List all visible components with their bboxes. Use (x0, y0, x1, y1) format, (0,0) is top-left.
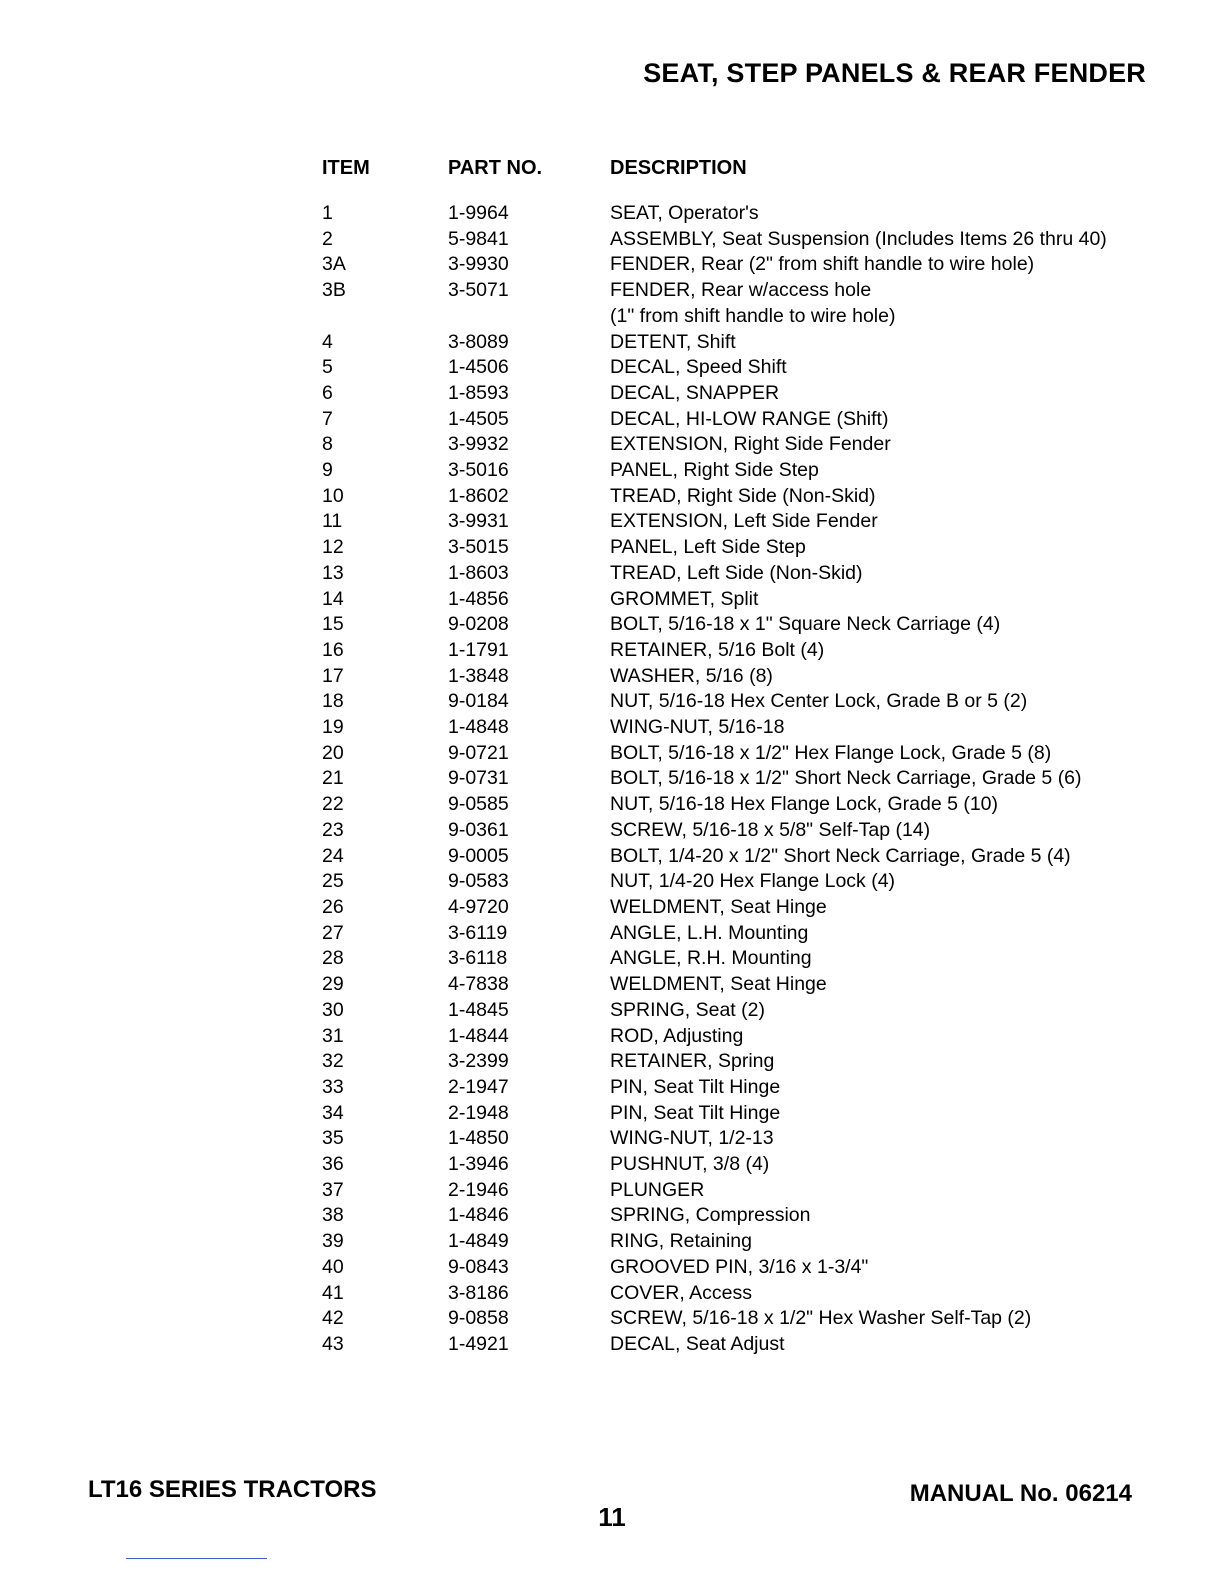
description-cell: GROOVED PIN, 3/16 x 1-3/4" (610, 1255, 869, 1278)
part-no-cell: 3-9932 (448, 433, 509, 456)
description-cell: TREAD, Right Side (Non-Skid) (610, 484, 876, 507)
table-row (322, 741, 1190, 767)
item-cell: 29 (322, 973, 344, 996)
part-no-cell: 4-9720 (448, 895, 509, 918)
divider-line (126, 1558, 267, 1559)
item-cell: 36 (322, 1153, 344, 1176)
item-cell: 40 (322, 1255, 344, 1278)
item-cell: 34 (322, 1101, 344, 1124)
description-cell: PUSHNUT, 3/8 (4) (610, 1153, 770, 1176)
part-no-cell: 3-6119 (448, 921, 508, 944)
part-no-cell: 3-6118 (448, 947, 508, 970)
table-row (322, 895, 1190, 921)
item-cell: 3A (322, 253, 346, 276)
part-no-cell: 1-8602 (448, 484, 509, 507)
item-cell: 7 (322, 407, 333, 430)
part-no-cell: 1-4921 (448, 1332, 509, 1355)
table-row (322, 1101, 1190, 1127)
description-cell: DECAL, Speed Shift (610, 356, 787, 379)
item-cell: 42 (322, 1307, 344, 1330)
item-cell: 4 (322, 330, 333, 353)
part-no-cell: 5-9841 (448, 227, 509, 250)
table-row (322, 1229, 1190, 1255)
part-no-cell: 9-0208 (448, 613, 509, 636)
description-cell: WING-NUT, 5/16-18 (610, 716, 785, 739)
description-cell: SCREW, 5/16-18 x 1/2" Hex Washer Self-Tap (2) (610, 1307, 1032, 1330)
table-row (322, 252, 1190, 278)
part-no-cell: 1-8603 (448, 561, 509, 584)
description-cell: DECAL, SNAPPER (610, 381, 780, 404)
item-cell: 8 (322, 433, 333, 456)
table-row (322, 612, 1190, 638)
part-no-cell: 1-3848 (448, 664, 509, 687)
part-no-cell: 2-1946 (448, 1178, 509, 1201)
item-cell: 14 (322, 587, 344, 610)
description-cell: ROD, Adjusting (610, 1024, 744, 1047)
description-cell: SPRING, Compression (610, 1204, 811, 1227)
item-cell: 10 (322, 484, 344, 507)
table-row (322, 998, 1190, 1024)
part-no-cell: 3-5071 (448, 279, 509, 302)
item-cell: 22 (322, 793, 344, 816)
part-no-cell: 9-0361 (448, 818, 509, 841)
item-cell: 13 (322, 561, 344, 584)
item-cell: 15 (322, 613, 344, 636)
description-cell: NUT, 5/16-18 Hex Center Lock, Grade B or 5 (2) (610, 690, 1028, 713)
part-no-cell: 9-0721 (448, 741, 509, 764)
table-row (322, 792, 1190, 818)
part-no-cell: 1-8593 (448, 381, 509, 404)
table-row (322, 972, 1190, 998)
part-no-cell: 1-4844 (448, 1024, 509, 1047)
table-row (322, 689, 1190, 715)
table-row (322, 381, 1190, 407)
item-cell: 37 (322, 1178, 344, 1201)
footer-manual-number: MANUAL No. 06214 (909, 1480, 1132, 1507)
part-no-cell: 9-0858 (448, 1307, 509, 1330)
part-no-cell: 9-0583 (448, 870, 509, 893)
description-cell: DECAL, HI-LOW RANGE (Shift) (610, 407, 889, 430)
description-cell: WASHER, 5/16 (8) (610, 664, 773, 687)
table-header (322, 153, 1190, 183)
table-row (322, 201, 1190, 227)
item-cell: 30 (322, 998, 344, 1021)
part-no-cell: 2-1947 (448, 1075, 509, 1098)
item-cell: 33 (322, 1075, 344, 1098)
table-row (322, 715, 1190, 741)
part-no-cell: 1-3946 (448, 1153, 509, 1176)
page-number: 11 (598, 1502, 626, 1532)
part-no-cell: 3-9930 (448, 253, 509, 276)
table-row (322, 1049, 1190, 1075)
description-cell: NUT, 1/4-20 Hex Flange Lock (4) (610, 870, 896, 893)
table-row (322, 458, 1190, 484)
description-cell: TREAD, Left Side (Non-Skid) (610, 561, 863, 584)
table-row (322, 330, 1190, 356)
item-cell: 16 (322, 638, 344, 661)
item-cell: 27 (322, 921, 344, 944)
item-cell: 39 (322, 1230, 344, 1253)
table-row (322, 407, 1190, 433)
part-no-cell: 3-5016 (448, 459, 509, 482)
table-row (322, 1281, 1190, 1307)
description-cell: NUT, 5/16-18 Hex Flange Lock, Grade 5 (10) (610, 793, 999, 816)
part-no-cell: 1-4856 (448, 587, 509, 610)
table-row (322, 1255, 1190, 1281)
table-row (322, 484, 1190, 510)
item-cell: 20 (322, 741, 344, 764)
part-no-cell: 1-4848 (448, 716, 509, 739)
part-no-cell: 1-4845 (448, 998, 509, 1021)
description-cell: BOLT, 5/16-18 x 1" Square Neck Carriage (4) (610, 613, 1001, 636)
item-cell: 38 (322, 1204, 344, 1227)
table-row (322, 1024, 1190, 1050)
part-no-cell: 9-0005 (448, 844, 509, 867)
description-cell: GROMMET, Split (610, 587, 759, 610)
description-cell: FENDER, Rear w/access hole (1" from shift handle to wire hole) (610, 279, 896, 327)
table-body (322, 201, 1190, 1358)
part-no-cell: 1-1791 (448, 638, 509, 661)
item-cell: 23 (322, 818, 344, 841)
table-row (322, 844, 1190, 870)
item-cell: 11 (322, 510, 343, 533)
description-cell: RETAINER, Spring (610, 1050, 775, 1073)
description-cell: SEAT, Operator's (610, 202, 759, 224)
item-cell: 19 (322, 716, 344, 739)
table-row (322, 638, 1190, 664)
item-cell: 24 (322, 844, 344, 867)
item-cell: 12 (322, 536, 344, 559)
table-row (322, 509, 1190, 535)
description-cell: SPRING, Seat (2) (610, 998, 765, 1021)
description-cell: RETAINER, 5/16 Bolt (4) (610, 638, 825, 661)
table-row (322, 921, 1190, 947)
part-no-cell: 1-4850 (448, 1127, 509, 1150)
table-row (322, 278, 1190, 329)
parts-table (322, 153, 1190, 1358)
page-title: SEAT, STEP PANELS & REAR FENDER (643, 58, 1146, 88)
part-no-cell: 1-9964 (448, 202, 509, 224)
table-row (322, 1306, 1190, 1332)
item-cell: 32 (322, 1050, 344, 1073)
item-cell: 1 (322, 202, 333, 224)
part-no-cell: 1-4505 (448, 407, 509, 430)
description-cell: EXTENSION, Left Side Fender (610, 510, 878, 533)
description-cell: PANEL, Right Side Step (610, 459, 819, 482)
description-cell: WING-NUT, 1/2-13 (610, 1127, 774, 1150)
description-cell: ANGLE, L.H. Mounting (610, 921, 809, 944)
item-cell: 28 (322, 947, 344, 970)
table-row (322, 535, 1190, 561)
item-cell: 26 (322, 895, 344, 918)
column-header-description: DESCRIPTION (610, 157, 747, 179)
part-no-cell: 9-0585 (448, 793, 509, 816)
description-cell: EXTENSION, Right Side Fender (610, 433, 891, 456)
item-cell: 41 (322, 1281, 344, 1304)
table-row (322, 227, 1190, 253)
table-row (322, 1126, 1190, 1152)
item-cell: 6 (322, 381, 333, 404)
description-cell: DECAL, Seat Adjust (610, 1332, 785, 1355)
table-row (322, 766, 1190, 792)
description-cell: FENDER, Rear (2" from shift handle to wire hole) (610, 253, 1035, 276)
description-cell: WELDMENT, Seat Hinge (610, 895, 827, 918)
table-row (322, 1203, 1190, 1229)
part-no-cell: 3-2399 (448, 1050, 509, 1073)
table-row (322, 432, 1190, 458)
part-no-cell: 4-7838 (448, 973, 509, 996)
table-row (322, 869, 1190, 895)
part-no-cell: 9-0184 (448, 690, 509, 713)
table-row (322, 818, 1190, 844)
item-cell: 43 (322, 1332, 344, 1355)
table-row (322, 1178, 1190, 1204)
table-row (322, 1152, 1190, 1178)
description-cell: ASSEMBLY, Seat Suspension (Includes Items 26 thru 40) (610, 227, 1107, 250)
item-cell: 31 (322, 1024, 344, 1047)
table-row (322, 587, 1190, 613)
description-cell: RING, Retaining (610, 1230, 752, 1253)
item-cell: 9 (322, 459, 333, 482)
table-row (322, 561, 1190, 587)
part-no-cell: 9-0843 (448, 1255, 509, 1278)
item-cell: 17 (322, 664, 344, 687)
footer-series: LT16 SERIES TRACTORS (88, 1476, 377, 1503)
description-cell: ANGLE, R.H. Mounting (610, 947, 812, 970)
table-row (322, 946, 1190, 972)
table-row (322, 355, 1190, 381)
part-no-cell: 1-4506 (448, 356, 509, 379)
part-no-cell: 3-5015 (448, 536, 509, 559)
description-cell: PLUNGER (610, 1178, 705, 1201)
item-cell: 25 (322, 870, 344, 893)
description-cell: DETENT, Shift (610, 330, 736, 353)
item-cell: 18 (322, 690, 344, 713)
item-cell: 5 (322, 356, 333, 379)
description-cell: BOLT, 5/16-18 x 1/2" Short Neck Carriage, Grade 5 (6) (610, 767, 1082, 790)
column-header-item: ITEM (322, 157, 370, 179)
item-cell: 3B (322, 279, 346, 302)
part-no-cell: 1-4846 (448, 1204, 509, 1227)
description-cell: BOLT, 5/16-18 x 1/2" Hex Flange Lock, Grade 5 (8) (610, 741, 1052, 764)
description-cell: PIN, Seat Tilt Hinge (610, 1075, 781, 1098)
table-row (322, 664, 1190, 690)
column-header-part-no: PART NO. (448, 157, 543, 179)
part-no-cell: 1-4849 (448, 1230, 509, 1253)
part-no-cell: 2-1948 (448, 1101, 509, 1124)
table-row (322, 1075, 1190, 1101)
table-row (322, 1332, 1190, 1358)
part-no-cell: 3-8186 (448, 1281, 509, 1304)
part-no-cell: 3-9931 (448, 510, 509, 533)
part-no-cell: 9-0731 (448, 767, 509, 790)
description-cell: PIN, Seat Tilt Hinge (610, 1101, 781, 1124)
part-no-cell: 3-8089 (448, 330, 509, 353)
description-cell: BOLT, 1/4-20 x 1/2" Short Neck Carriage, Grade 5 (4) (610, 844, 1071, 867)
description-cell: SCREW, 5/16-18 x 5/8" Self-Tap (14) (610, 818, 931, 841)
description-cell: COVER, Access (610, 1281, 752, 1304)
item-cell: 2 (322, 227, 333, 250)
item-cell: 21 (322, 767, 344, 790)
description-cell: WELDMENT, Seat Hinge (610, 973, 827, 996)
description-cell: PANEL, Left Side Step (610, 536, 806, 559)
item-cell: 35 (322, 1127, 344, 1150)
